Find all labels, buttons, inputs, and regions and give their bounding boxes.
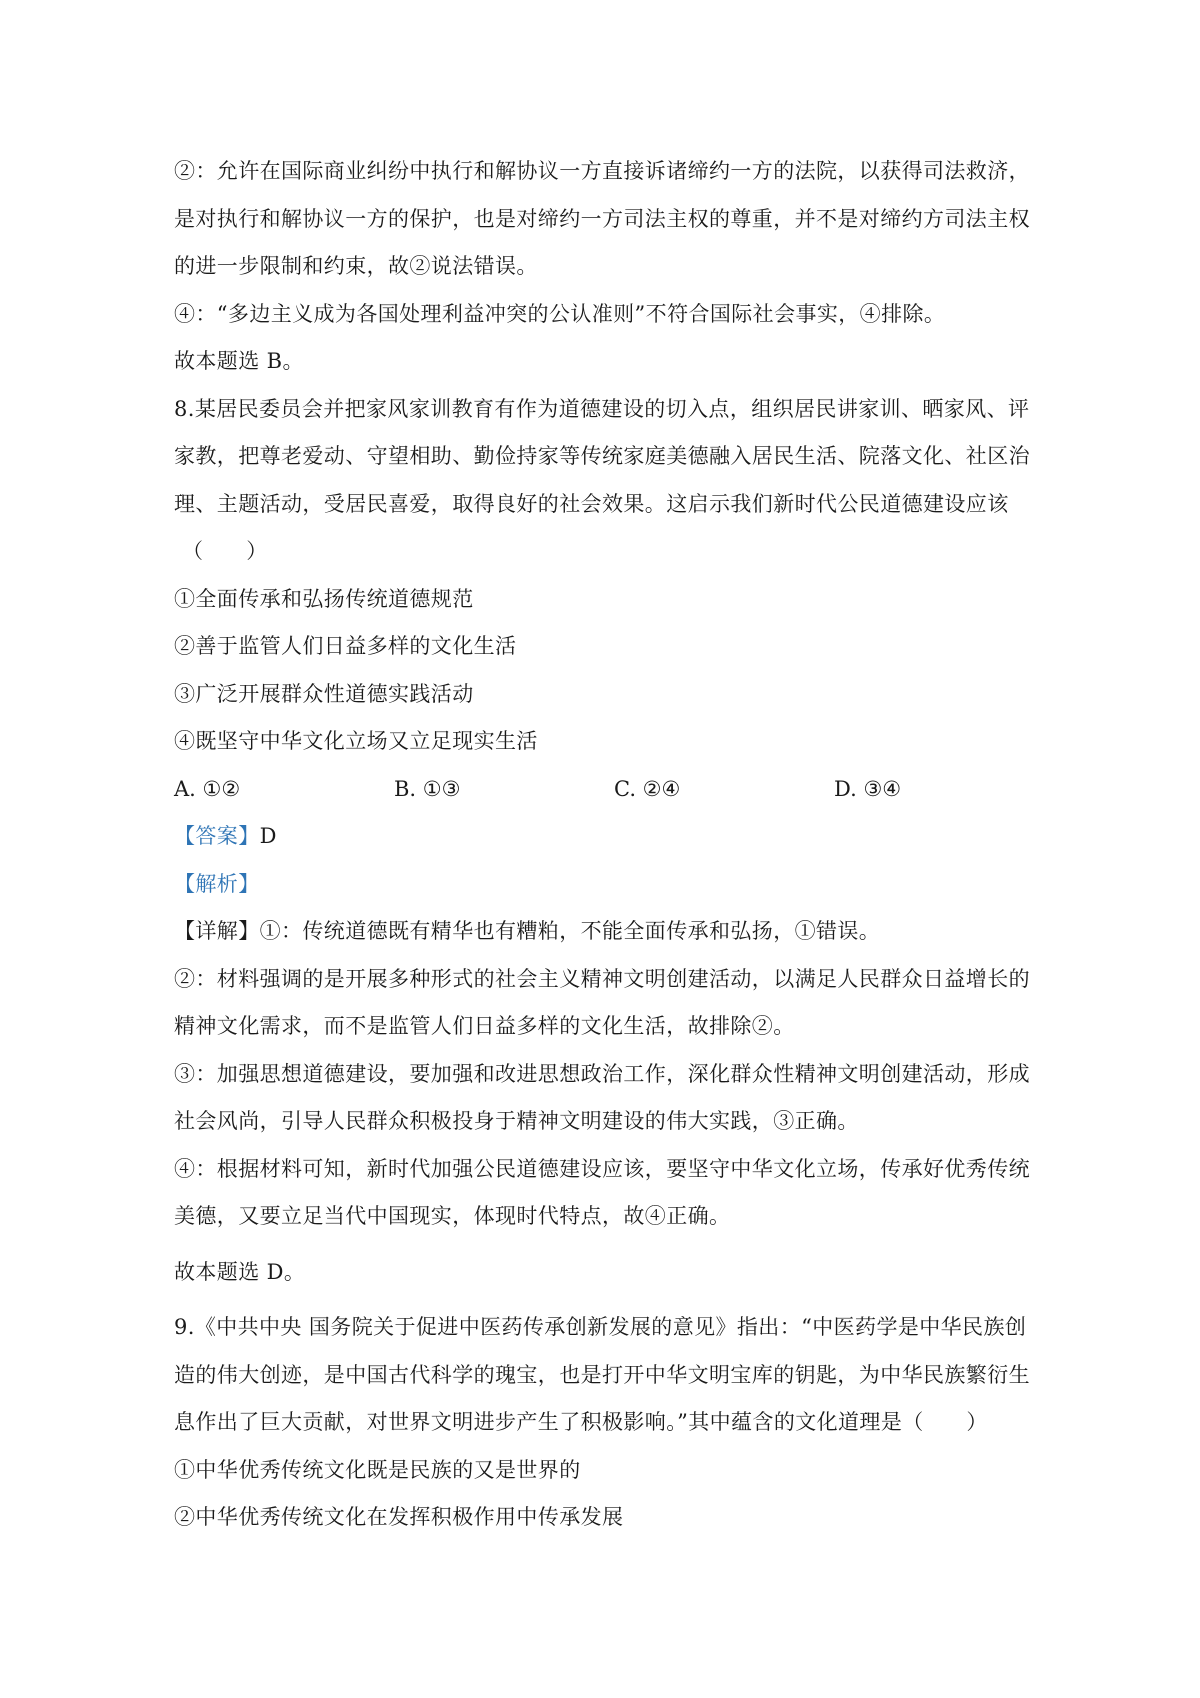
detail-line: 社会风尚，引导人民群众积极投身于精神文明建设的伟大实践，③正确。 (174, 1109, 859, 1133)
option-a: A. ①② (174, 776, 241, 801)
detail-line: ②：材料强调的是开展多种形式的社会主义精神文明创建活动，以满足人民群众日益增长的 (174, 966, 1030, 991)
question-8-options (174, 766, 1054, 814)
detail-line: 【详解】①：传统道德既有精华也有糟粕，不能全面传承和弘扬，①错误。 (174, 919, 881, 943)
prev-explanation-line: ④：“多边主义成为各国处理利益冲突的公认准则”不符合国际社会事实，④排除。 (174, 301, 946, 326)
detail-line: ③：加强思想道德建设，要加强和改进思想政治工作，深化群众性精神文明创建活动，形成 (174, 1061, 1030, 1086)
question-8-stem: 8.某居民委员会并把家风家训教育有作为道德建设的切入点，组织居民讲家训、晒家风、评 (174, 396, 1030, 421)
detail-conclusion: 故本题选 D。 (174, 1259, 306, 1284)
question-9-stem: 造的伟大创迹，是中国古代科学的瑰宝，也是打开中华文明宝库的钥匙，为中华民族繁衍生 (174, 1362, 1030, 1387)
answer-tag: 【答案】 (174, 824, 260, 848)
question-8-stem: 家教，把尊老爱动、守望相助、勤俭持家等传统家庭美德融入居民生活、院落文化、社区治 (174, 444, 1030, 468)
prev-explanation-line: 是对执行和解协议一方的保护，也是对缔约一方司法主权的尊重，并不是对缔约方司法主权 (174, 206, 1030, 231)
analysis-tag: 【解析】 (174, 871, 260, 896)
question-9-item: ①中华优秀传统文化既是民族的又是世界的 (174, 1457, 581, 1482)
answer-value: D (259, 824, 277, 848)
prev-explanation-line: ②：允许在国际商业纠纷中执行和解协议一方直接诉诸缔约一方的法院，以获得司法救济， (174, 159, 1030, 183)
prev-explanation-line: 的进一步限制和约束，故②说法错误。 (174, 254, 538, 278)
question-8-blank: （ ） (182, 539, 268, 563)
answer-line (174, 813, 1054, 861)
question-8-item: ④既坚守中华文化立场又立足现实生活 (174, 729, 538, 753)
question-8-item: ②善于监管人们日益多样的文化生活 (174, 634, 517, 658)
detail-line: 美德，又要立足当代中国现实，体现时代特点，故④正确。 (174, 1204, 731, 1228)
question-8-item: ③广泛开展群众性道德实践活动 (174, 681, 474, 706)
document-page (174, 148, 1054, 1542)
option-c: C. ②④ (614, 776, 681, 801)
option-d: D. ③④ (834, 776, 902, 801)
detail-line: 精神文化需求，而不是监管人们日益多样的文化生活，故排除②。 (174, 1014, 795, 1038)
question-9-stem: 9.《中共中央 国务院关于促进中医药传承创新发展的意见》指出：“中医药学是中华民族创 (174, 1315, 1027, 1339)
detail-line: ④：根据材料可知，新时代加强公民道德建设应该，要坚守中华文化立场，传承好优秀传统 (174, 1156, 1030, 1181)
question-9-item: ②中华优秀传统文化在发挥积极作用中传承发展 (174, 1505, 624, 1529)
question-8-stem: 理、主题活动，受居民喜爱，取得良好的社会效果。这启示我们新时代公民道德建设应该 (174, 491, 1009, 516)
option-b: B. ①③ (394, 776, 461, 801)
question-8-item: ①全面传承和弘扬传统道德规范 (174, 586, 474, 611)
prev-conclusion: 故本题选 B。 (174, 349, 304, 373)
question-9-stem: 息作出了巨大贡献，对世界文明进步产生了积极影响。”其中蕴含的文化道理是（ ） (174, 1410, 988, 1434)
